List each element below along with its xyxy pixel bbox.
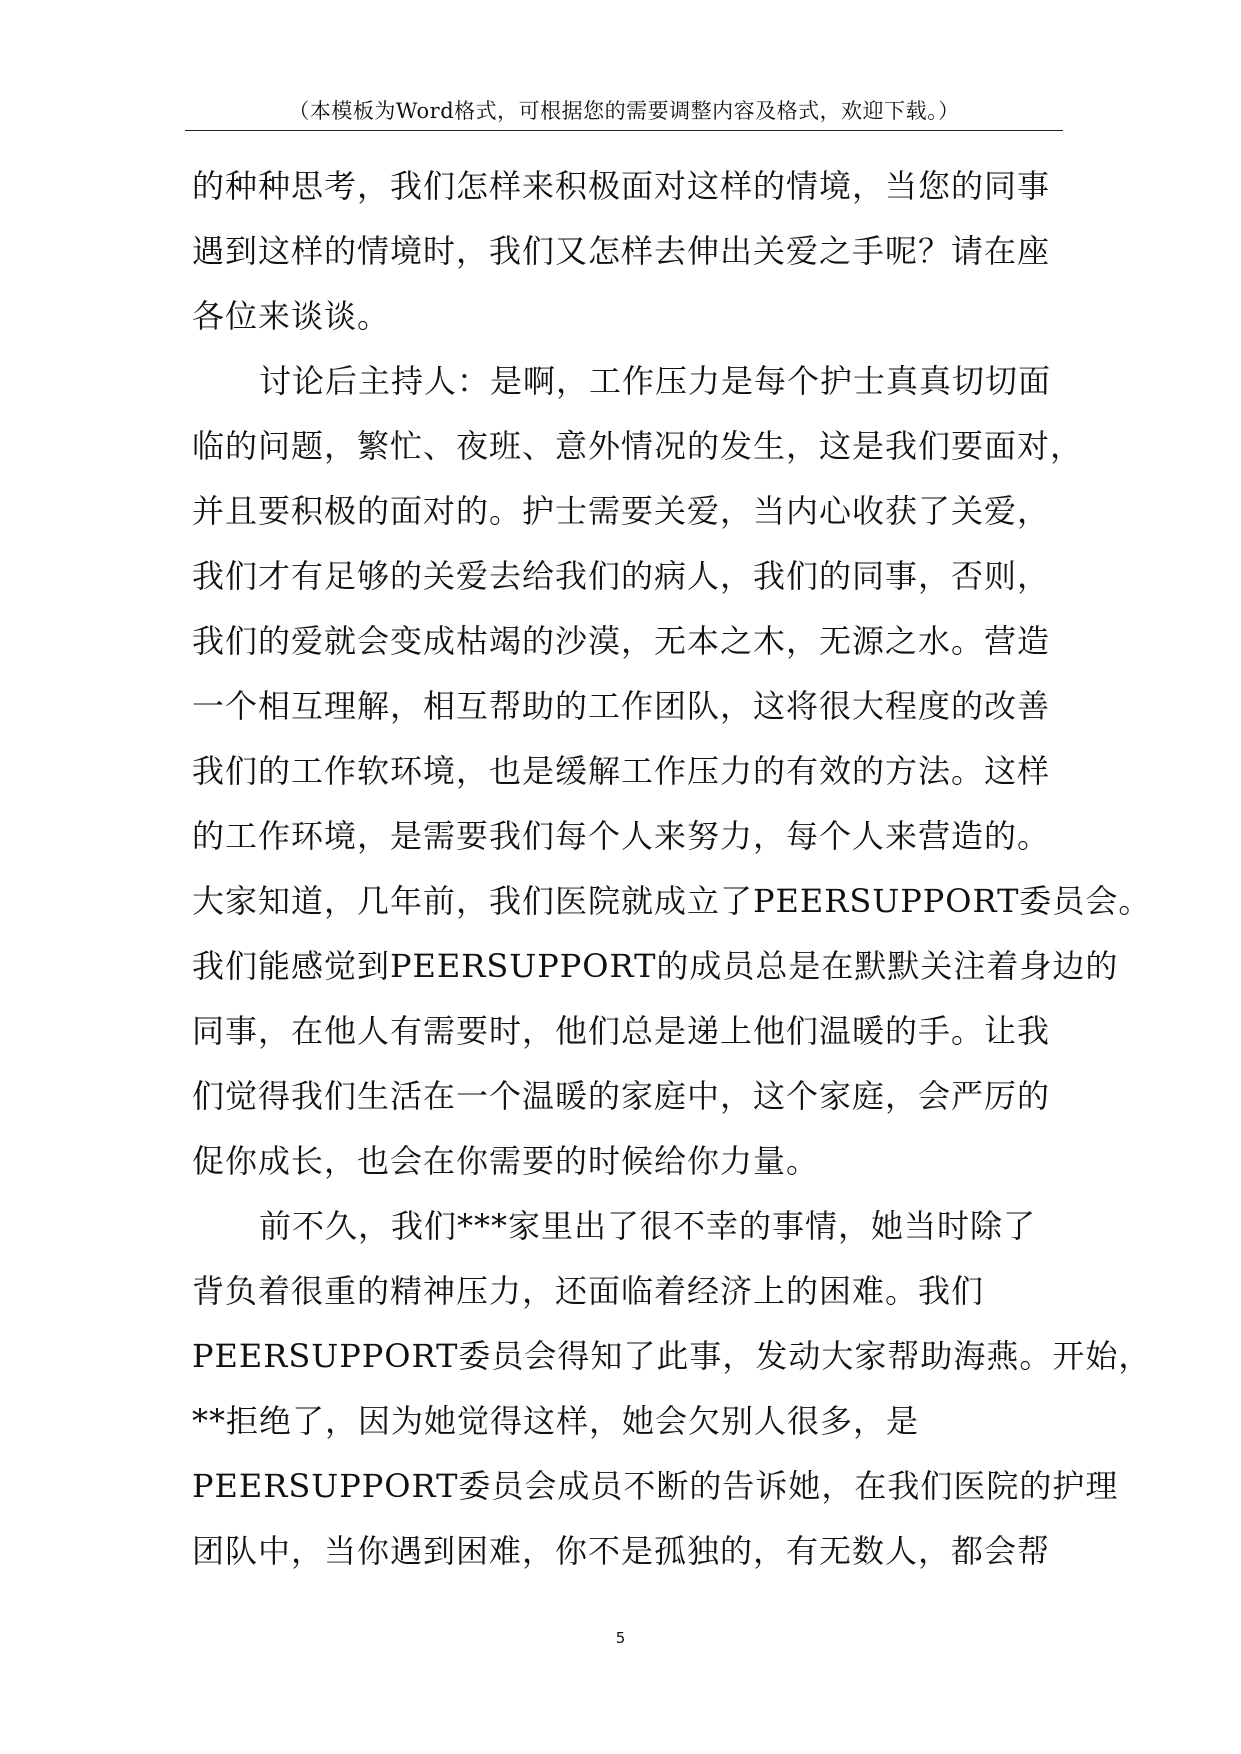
header-note: （本模板为Word格式，可根据您的需要调整内容及格式，欢迎下载。） <box>288 99 960 123</box>
text-line: 我们才有足够的关爱去给我们的病人，我们的同事，否则， <box>192 557 1051 595</box>
text-line: 背负着很重的精神压力，还面临着经济上的困难。我们 <box>192 1272 985 1310</box>
text-line: 我们的爱就会变成枯竭的沙漠，无本之木，无源之水。营造 <box>192 622 1051 660</box>
page-number: 5 <box>615 1629 626 1647</box>
text-line: 团队中，当你遇到困难，你不是孤独的，有无数人，都会帮 <box>192 1532 1051 1570</box>
header-divider <box>185 130 1063 131</box>
text-line: **拒绝了，因为她觉得这样，她会欠别人很多，是 <box>192 1402 920 1440</box>
text-line: 的种种思考，我们怎样来积极面对这样的情境，当您的同事 <box>192 167 1051 205</box>
text-line: 并且要积极的面对的。护士需要关爱，当内心收获了关爱， <box>192 492 1051 530</box>
text-line: 大家知道，几年前，我们医院就成立了PEERSUPPORT委员会。 <box>192 882 1152 920</box>
text-line: 同事，在他人有需要时，他们总是递上他们温暖的手。让我 <box>192 1012 1051 1050</box>
text-line: 一个相互理解，相互帮助的工作团队，这将很大程度的改善 <box>192 687 1051 725</box>
text-line: 我们能感觉到PEERSUPPORT的成员总是在默默关注着身边的 <box>192 947 1119 985</box>
text-line: PEERSUPPORT委员会成员不断的告诉她，在我们医院的护理 <box>192 1467 1119 1505</box>
text-line: PEERSUPPORT委员会得知了此事，发动大家帮助海燕。开始， <box>192 1337 1152 1375</box>
text-line: 临的问题，繁忙、夜班、意外情况的发生，这是我们要面对， <box>192 427 1084 465</box>
body-text <box>192 154 1152 1584</box>
text-line: 的工作环境，是需要我们每个人来努力，每个人来营造的。 <box>192 817 1051 855</box>
text-line: 各位来谈谈。 <box>192 297 391 335</box>
paragraph-first-line: 讨论后主持人：是啊，工作压力是每个护士真真切切面 <box>259 362 1052 400</box>
paragraph-first-line: 前不久，我们***家里出了很不幸的事情，她当时除了 <box>259 1207 1037 1245</box>
text-line: 遇到这样的情境时，我们又怎样去伸出关爱之手呢？请在座 <box>192 232 1051 270</box>
text-line: 促你成长，也会在你需要的时候给你力量。 <box>192 1142 820 1180</box>
text-line: 们觉得我们生活在一个温暖的家庭中，这个家庭，会严厉的 <box>192 1077 1051 1115</box>
text-line: 我们的工作软环境，也是缓解工作压力的有效的方法。这样 <box>192 752 1051 790</box>
